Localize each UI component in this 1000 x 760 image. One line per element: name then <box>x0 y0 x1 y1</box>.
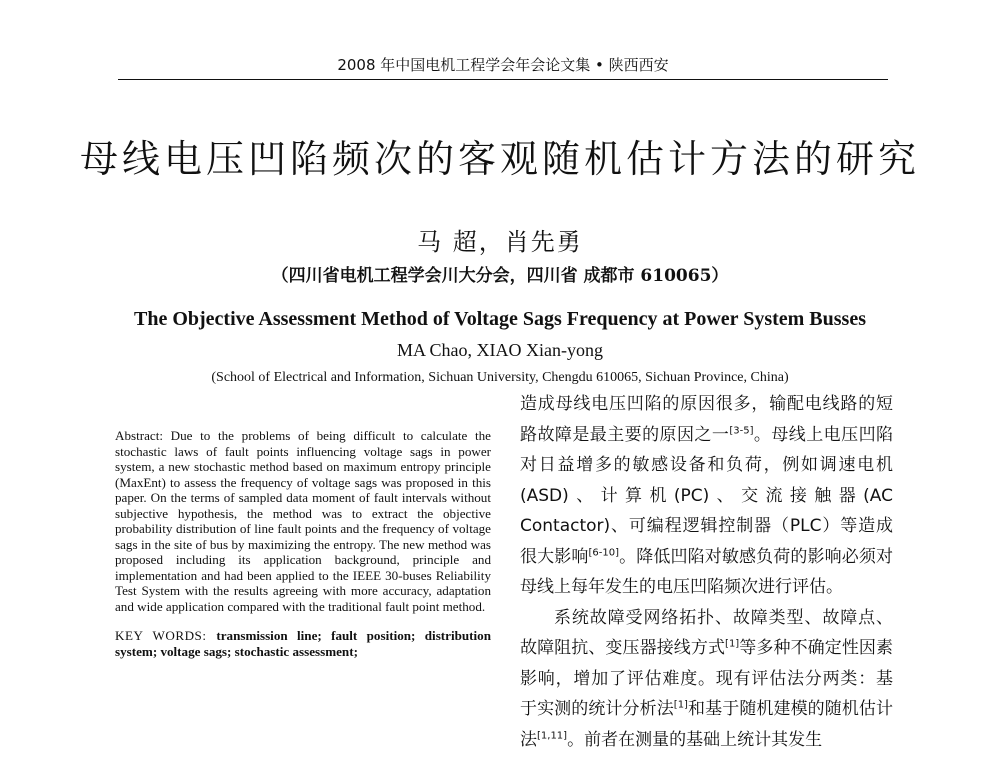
authors-cn: 马 超，肖先勇 <box>417 228 583 256</box>
body-paragraph-2 <box>520 603 893 756</box>
citation: [3-5] <box>729 424 754 436</box>
keywords <box>115 628 491 659</box>
body-text: 。前者在测量的基础上统计其发生 <box>567 729 823 750</box>
abstract-column <box>115 428 491 659</box>
affiliation-cn: （四川省电机工程学会川大分会，四川省 成都市 610065） <box>271 266 729 286</box>
abstract-text: Abstract: Due to the problems of being difficult to calculate the stochastic laws of fault points influencing voltage sags in power system, a new stochastic method based on maximum entropy principle (MaxEnt) to assess the frequency of voltage sags was proposed in this paper. On the terms of sampled data moment of fault intervals without subjective hypothesis, the method was to extract the objective probability distribution of line fault points and the frequency of voltage sags in the site of bus by maximizing the entropy. The new method was proposed including its application background, principle and implementation and had been applied to the IEEE 30-buses Reliability Test System with the results agreeing with more accuracy, adaptation and wide application compared with the traditional fault point method. <box>115 428 491 614</box>
keywords-value: transmission line; fault position; distribution system; voltage sags; stochastic assessment; <box>115 628 491 659</box>
paper-title-en: The Objective Assessment Method of Voltage Sags Frequency at Power System Busses <box>133 308 866 330</box>
page-header: 2008 年中国电机工程学会年会论文集 • 陕西西安 <box>337 56 669 74</box>
body-text: 。降低凹陷对敏感负荷的影响必须对母线上每年发生的电压凹陷频次进行评估。 <box>520 546 893 597</box>
body-text: 系统故障受网络拓扑、故障类型、故障点、故障阻抗、变压器接线方式 <box>520 607 893 658</box>
body-text: 造成母线电压凹陷的原因很多，输配电线路的短路故障是最主要的原因之一 <box>520 394 893 445</box>
citation: [1] <box>725 638 740 650</box>
citation: [1,11] <box>537 729 568 741</box>
authors-en: MA Chao, XIAO Xian-yong <box>397 340 603 360</box>
body-text: 和基于随机建模的随机估计法 <box>520 699 894 750</box>
keywords-label: KEY WORDS: <box>115 628 217 643</box>
body-text: 。母线上电压凹陷对日益增多的敏感设备和负荷，例如调速电机(ASD)、计算机(PC)、交流接触器(AC Contactor)、可编程逻辑控制器（PLC）等造成很大影响 <box>520 424 894 567</box>
citation: [6-10] <box>588 546 619 558</box>
citation: [1] <box>673 699 688 711</box>
affiliation-en: (School of Electrical and Information, Sichuan University, Chengdu 610065, Sichuan Province, China) <box>211 370 789 385</box>
header-rule <box>118 79 888 80</box>
body-text: 等多种不确定性因素影响，增加了评估难度。现有评估法分两类：基于实测的统计分析法 <box>520 638 894 719</box>
body-paragraph-1 <box>520 389 893 603</box>
body-column <box>520 389 893 755</box>
paper-title-cn: 母线电压凹陷频次的客观随机估计方法的研究 <box>79 137 920 181</box>
